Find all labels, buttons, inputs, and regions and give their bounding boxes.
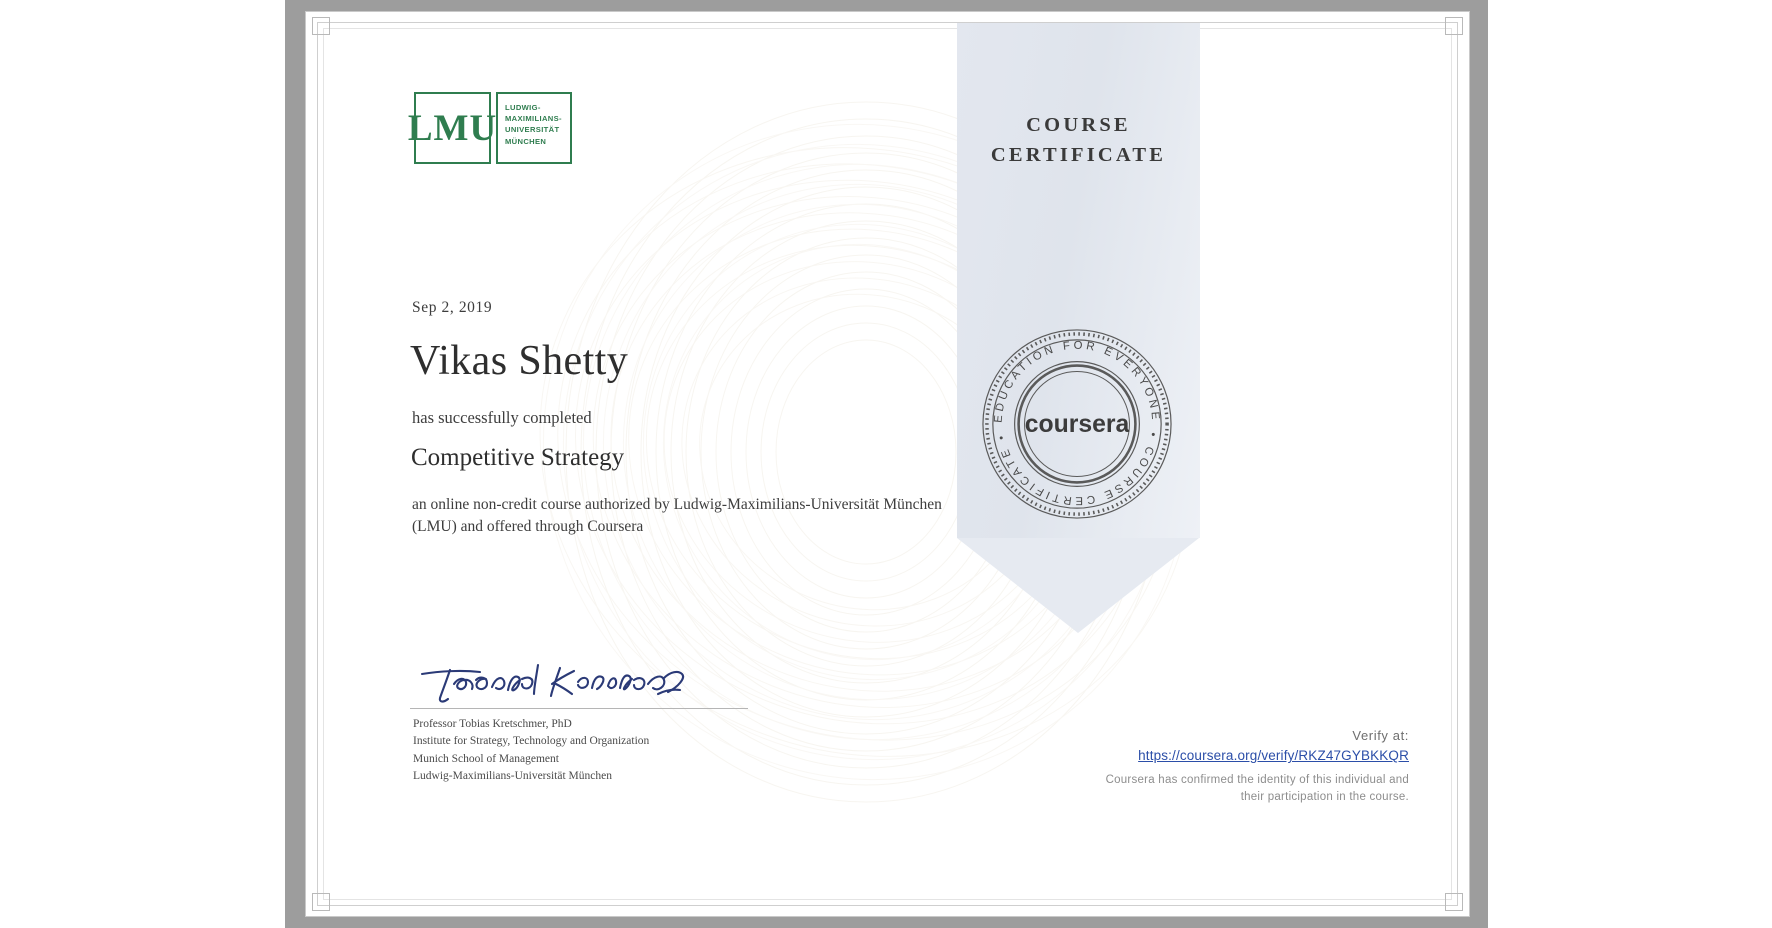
verify-note-line-2: their participation in the course.	[1240, 791, 1409, 804]
completion-text: has successfully completed	[412, 408, 592, 427]
signatory-name: Professor Tobias Kretschmer, PhD	[413, 718, 572, 730]
authorization-text: an online non-credit course authorized by Ludwig-Maximilians-Universität München (LMU) and offered through Coursera	[412, 496, 942, 535]
lmu-logo-line-4: MÜNCHEN	[505, 136, 547, 146]
corner-ornament-top-left	[312, 17, 330, 35]
ribbon-tail	[957, 538, 1199, 633]
ribbon-title-line-2: CERTIFICATE	[990, 143, 1167, 166]
issue-date: Sep 2, 2019	[412, 299, 493, 316]
lmu-logo-line-3: UNIVERSITÄT	[505, 125, 560, 135]
lmu-logo-mark-lm: LM	[407, 107, 470, 149]
lmu-logo-mark-box	[407, 92, 498, 164]
verification-block	[1069, 728, 1409, 807]
signature-block	[410, 660, 750, 786]
signature-rule	[410, 708, 748, 709]
verify-note	[1069, 772, 1409, 807]
handwritten-signature	[410, 660, 710, 706]
corner-ornament-top-right	[1445, 17, 1463, 35]
lmu-logo-mark-u: U	[469, 107, 498, 149]
svg-text:• COURSE CERTIFICATE •: • COURSE CERTIFICATE •	[995, 431, 1159, 507]
signatory-university: Ludwig-Maximilians-Universität München	[413, 770, 612, 783]
lmu-logo-wordmark	[496, 92, 572, 164]
svg-text:coursera: coursera	[1024, 410, 1130, 438]
certificate-page	[306, 12, 1469, 916]
lmu-logo-line-1: LUDWIG-	[505, 103, 541, 112]
ribbon-title	[957, 111, 1200, 170]
lmu-logo-mark	[407, 107, 498, 149]
verify-note-line-1: Coursera has confirmed the identity of this individual and	[1105, 774, 1409, 786]
coursera-seal	[978, 325, 1176, 523]
corner-ornament-bottom-left	[312, 893, 330, 911]
signatory-institute: Institute for Strategy, Technology and Organization	[413, 735, 650, 748]
course-title: Competitive Strategy	[411, 444, 625, 471]
verify-label: Verify at:	[1352, 728, 1409, 743]
lmu-logo-line-2: MAXIMILIANS-	[505, 114, 562, 124]
recipient-name: Vikas Shetty	[410, 338, 629, 384]
ribbon-title-line-1: COURSE	[1026, 114, 1131, 136]
corner-ornament-bottom-right	[1445, 893, 1463, 911]
verify-url-link[interactable]: https://coursera.org/verify/RKZ47GYBKKQR	[1138, 748, 1409, 763]
lmu-logo	[407, 92, 572, 164]
signatory-school: Munich School of Management	[413, 752, 559, 765]
signatory-details	[413, 716, 750, 786]
svg-text:EDUCATION FOR EVERYONE: EDUCATION FOR EVERYONE	[992, 339, 1162, 424]
